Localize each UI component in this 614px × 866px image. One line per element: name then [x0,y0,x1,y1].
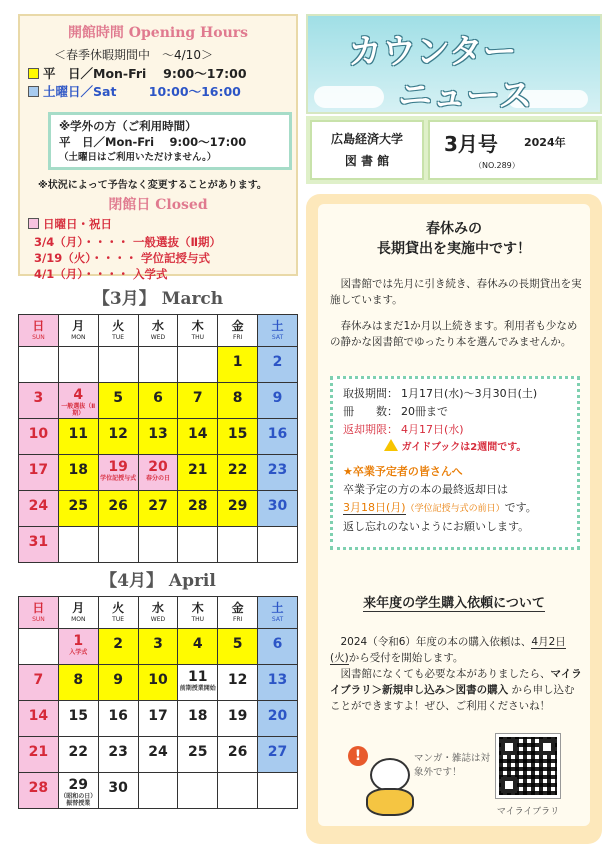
calendar-day [58,491,98,527]
purchase-how-to [330,666,582,714]
day-number [19,347,58,355]
calendar-day [98,737,138,773]
day-number: 16 [108,708,128,724]
saturday-color-swatch [28,86,39,97]
day-number: 24 [148,744,168,760]
day-number: 30 [108,780,128,796]
news-heading-1: 春休みの [426,221,482,237]
closed-title: 閉館日 Closed [108,197,208,213]
april-grid [18,596,298,809]
weekday-abbr: THU [191,616,205,623]
calendar-day [178,347,218,383]
calendar-day [178,383,218,419]
weekday-hours [28,64,247,82]
calendar-day [218,419,258,455]
day-number: 29 （昭和の日）振替授業 [60,777,97,807]
weekday-abbr: MON [71,334,86,341]
calendar-day [138,737,178,773]
day-event: 入学式 [69,649,88,656]
mascot-illustration [344,744,424,820]
day-number: 11 [68,426,88,442]
external-title: ※学外の方（ご利用時間） [59,119,197,133]
day-number [139,527,178,535]
external-time: 平 日／Mon-Fri 9:00〜17:00 [59,135,247,149]
day-number: 3 [33,390,44,406]
april-title: 【4月】 April [100,571,216,591]
closed-label [28,216,112,232]
calendar-day [178,455,218,491]
news-paragraph: 春休みはまだ1か月以上続きます。利用者も少なめの静かな図書館でゆったり本を選んでみませんか。 [330,320,578,348]
weekday-header [138,597,178,629]
calendar-day [218,629,258,665]
guide-note [343,439,567,457]
calendar-day [98,419,138,455]
calendar-day [98,773,138,809]
day-number: 2 [113,636,123,652]
day-number: 7 [33,672,44,688]
calendar-day [258,347,298,383]
calendar-day [218,527,258,563]
calendar-day [218,773,258,809]
day-number: 2 [272,354,283,370]
day-number: 27 [148,498,168,514]
day-number: 15 [227,426,248,442]
issue-box [428,120,598,180]
day-number: 23 [267,462,288,478]
closed-color-swatch [28,218,39,229]
weekday-name: 水 [151,601,164,615]
calendar-day [58,419,98,455]
calendar-day [19,773,59,809]
news-heading-2: 長期貸出を実施中です！ [377,241,531,257]
calendar-day [258,455,298,491]
day-number: 17 [28,462,49,478]
weekday-header [178,315,218,347]
calendar-day [258,419,298,455]
day-number: 8 [73,672,84,688]
graduates-date: 3月18日(月) [343,501,406,514]
weekday-hours-text: 平 日／Mon-Fri 9:00〜17:00 [43,66,247,81]
day-number [258,527,297,535]
calendar-day [258,527,298,563]
day-number: 24 [28,498,49,514]
loan-count-label: 冊 数： [343,405,398,418]
day-number [178,527,217,535]
day-event: 前期授業開始 [179,685,216,692]
day-number: 26 [108,498,128,514]
day-number: 19 学位記授与式 [100,459,137,482]
calendar-day [138,455,178,491]
day-number: 11 前期授業開始 [179,669,216,692]
closed-item: 3/19（火）・・・・ 学位記授与式 [34,251,210,265]
calendar-day [138,383,178,419]
graduates-text-end: です。 [504,501,537,514]
calendar-day [178,665,218,701]
weekday-name: 木 [191,601,204,615]
day-event: 学位記授与式 [100,475,137,482]
qr-corner [501,777,517,793]
march-grid [18,314,298,563]
day-number: 30 [267,498,288,514]
calendar-week [19,665,298,701]
day-number: 5 [232,636,243,652]
calendar-day [19,629,59,665]
guide-note-text: ガイドブックは2週間です。 [401,442,527,453]
day-number: 18 [68,462,88,478]
day-number: 27 [267,744,288,760]
university-name: 広島経済大学 [330,132,403,146]
calendar-day [138,773,178,809]
purchase-how-text-end: から申し込むことができますよ！ぜひ、ご利用くださいね！ [330,684,575,712]
day-number: 6 [153,390,163,406]
purchase-request-heading-text: 来年度の学生購入依頼について [363,596,545,611]
weekday-name: 月 [72,319,85,333]
due-date-value: 4月17日(水) [401,423,464,436]
day-number: 4 [192,636,203,652]
news-paragraph: 図書館では先月に引き続き、春休みの長期貸出を実施しています。 [330,278,582,306]
calendar-day [178,701,218,737]
day-number [139,773,178,781]
day-number: 14 [188,426,208,442]
opening-hours-panel [18,14,298,281]
day-number: 9 [272,390,283,406]
weekday-name: 土 [271,319,284,333]
calendar-day [98,383,138,419]
closed-item: 3/4（月）・・・・ 一般選抜（Ⅱ期） [34,235,222,249]
calendar-day [19,737,59,773]
calendar-day [218,665,258,701]
weekday-header [178,597,218,629]
weekday-header [218,597,258,629]
loan-details-box [330,376,580,550]
calendar-day [98,527,138,563]
weekday-name: 木 [191,319,204,333]
loan-count-value: 20冊まで [401,405,448,418]
library-name-box [310,120,424,180]
calendar-day [178,491,218,527]
loan-count-row [343,403,567,421]
calendar-day [138,665,178,701]
weekday-header [138,315,178,347]
day-number [139,347,178,355]
day-number: 31 [28,534,49,550]
day-number [59,347,98,355]
calendar-day [178,773,218,809]
header-info [306,116,602,184]
calendar-day [138,629,178,665]
day-number: 4 一般選抜（Ⅱ期） [59,383,98,417]
day-number: 25 [68,498,88,514]
weekday-header [218,315,258,347]
calendar-day [98,491,138,527]
calendar-day [58,527,98,563]
day-event: 一般選抜（Ⅱ期） [61,403,96,417]
calendar-day [58,665,98,701]
weekday-abbr: SUN [32,616,45,623]
day-number: 1 [232,354,243,370]
weekday-name: 月 [72,601,85,615]
weekday-abbr: MON [71,616,86,623]
warning-icon [384,439,398,451]
newsletter-title-line2: ニュース [398,76,533,116]
day-number: 14 [28,708,49,724]
calendar-day [138,491,178,527]
newsletter-title-line1: カウンター [348,32,517,72]
day-number: 26 [227,744,248,760]
graduates-date-row [343,499,567,518]
weekday-abbr: SAT [271,616,284,623]
issue-year: 2024年 [524,136,566,149]
calendar-day [178,629,218,665]
newsletter-banner [306,14,602,114]
weekday-header [58,315,98,347]
calendar-week [19,455,298,491]
external-users-box [48,112,292,170]
calendar-day [178,419,218,455]
opening-hours-title: 開館時間 Opening Hours [67,25,249,41]
qr-label: マイライブラリ [496,807,560,817]
calendar-day [19,419,59,455]
day-number: 13 [267,672,288,688]
day-number: 22 [227,462,248,478]
day-number: 17 [148,708,168,724]
calendar-day [258,491,298,527]
day-number [218,773,257,781]
calendar-week [19,527,298,563]
day-number [258,773,297,781]
purchase-text-end: から受付を開始します。 [348,652,464,664]
calendar-week [19,701,298,737]
april-calendar [18,566,298,809]
weekday-abbr: FRI [232,616,243,623]
day-number: 19 [227,708,248,724]
day-event: （昭和の日）振替授業 [60,793,97,807]
calendar-day [178,737,218,773]
weekday-abbr: THU [191,334,205,341]
weekday-name: 日 [32,601,45,615]
calendar-day [138,347,178,383]
calendar-week [19,347,298,383]
calendar-day [19,491,59,527]
day-number: 21 [28,744,49,760]
weekday-name: 火 [112,319,125,333]
day-number: 5 [113,390,123,406]
calendar-day [98,701,138,737]
day-number [218,527,257,535]
weekday-abbr: TUE [112,334,125,341]
calendar-day [138,527,178,563]
day-number: 10 [148,672,168,688]
day-number: 20 春分の日 [139,455,178,482]
calendar-day [98,455,138,491]
calendar-day [19,527,59,563]
weekday-header [58,597,98,629]
march-calendar [18,284,298,563]
day-number [99,347,138,355]
calendar-day [138,419,178,455]
day-number: 28 [188,498,208,514]
weekday-header [98,315,138,347]
calendar-day [19,383,59,419]
weekday-header [258,597,298,629]
weekday-abbr: TUE [112,616,125,623]
day-number: 22 [68,744,88,760]
day-number [59,527,98,535]
weekday-abbr: WED [150,334,166,341]
calendar-day [58,347,98,383]
day-number: 21 [188,462,208,478]
day-number: 3 [153,636,163,652]
day-number: 10 [28,426,49,442]
news-content [318,204,590,826]
purchase-start-date: 4月2日(火) [330,636,566,664]
day-number: 12 [227,672,248,688]
weekday-header [19,597,59,629]
day-event: 春分の日 [145,475,170,482]
loan-period-value: 1月17日(水)〜3月30日(土) [401,387,538,400]
calendar-day [58,629,98,665]
calendar-day [218,455,258,491]
purchase-request-heading [318,592,590,611]
calendar-day [218,347,258,383]
calendar-day [58,773,98,809]
weekday-name: 金 [231,319,244,333]
change-notice: ※状況によって予告なく変更することがあります。 [38,180,267,191]
weekday-abbr: WED [150,616,166,623]
mylibrary-path: マイライブラリ＞新規申し込み＞図書の購入 [330,668,582,696]
weekday-name: 日 [32,319,45,333]
calendar-week [19,383,298,419]
closed-label-text: 日曜日・祝日 [43,217,112,231]
purchase-text: 2024（令和6）年度の本の購入依頼は、 [340,636,532,648]
day-number [99,527,138,535]
calendar-day [138,701,178,737]
saturday-hours [28,82,241,100]
cloud-decoration [314,86,384,108]
issue-month: 3月号 [444,132,498,156]
graduates-date-note: （学位記授与式の前日） [405,504,505,514]
calendar-day [218,701,258,737]
calendar-day [98,665,138,701]
day-number: 25 [188,744,208,760]
day-number: 28 [28,780,49,796]
calendar-day [58,701,98,737]
due-date-label: 返却期限： [343,423,398,436]
qr-corner [501,739,517,755]
day-number: 9 [113,672,123,688]
saturday-label: 土曜日／Sat [43,84,117,99]
news-panel [306,194,602,844]
calendar-day [19,665,59,701]
calendar-day [58,383,98,419]
weekday-name: 土 [271,601,284,615]
calendar-day [98,629,138,665]
calendar-day [19,455,59,491]
weekday-header [98,597,138,629]
weekday-name: 水 [151,319,164,333]
calendar-day [218,737,258,773]
calendar-day [98,347,138,383]
exclamation-icon: ! [348,746,368,766]
issue-number: （NO.289） [474,161,520,170]
weekday-header [258,315,298,347]
day-number: 12 [108,426,128,442]
purchase-paragraph [330,634,582,666]
graduates-text: 卒業予定の方の本の最終返却日は [343,483,508,496]
day-number: 1 入学式 [59,629,98,656]
weekday-name: 金 [231,601,244,615]
weekday-header [19,315,59,347]
day-number [178,347,217,355]
day-number: 16 [267,426,288,442]
day-number [19,629,58,637]
day-number: 7 [192,390,203,406]
calendar-week [19,629,298,665]
calendar-day [58,737,98,773]
calendar-day [218,383,258,419]
calendar-day [19,347,59,383]
calendar-day [178,527,218,563]
calendar-week [19,491,298,527]
speech-bubble: マンガ・雑誌は対象外です！ [414,753,491,778]
loan-period-row [343,385,567,403]
day-number [178,773,217,781]
qr-corner [539,739,555,755]
calendar-week [19,773,298,809]
calendar-day [258,665,298,701]
calendar-week [19,419,298,455]
weekday-abbr: SAT [271,334,284,341]
saturday-time: 10:00〜16:00 [148,84,241,99]
weekday-name: 火 [112,601,125,615]
library-name: 図 書 館 [344,154,390,168]
mascot-body [366,788,414,816]
day-number: 18 [188,708,208,724]
calendar-day [258,701,298,737]
day-number: 15 [68,708,88,724]
calendar-day [258,737,298,773]
calendar-day [258,383,298,419]
day-number: 8 [232,390,243,406]
mascot-head [370,758,410,792]
calendar-day [58,455,98,491]
calendar-day [218,491,258,527]
vacation-period: ＜春季休暇期間中 〜4/10＞ [54,48,213,62]
purchase-how-text: 図書館になくても必要な本がありましたら、 [340,668,551,680]
graduates-title: ★卒業予定者の皆さんへ [343,465,463,478]
closed-item: 4/1（月）・・・・ 入学式 [34,267,168,281]
weekday-color-swatch [28,68,39,79]
day-number: 29 [227,498,248,514]
day-number: 23 [108,744,128,760]
day-number: 20 [267,708,288,724]
weekday-abbr: FRI [232,334,243,341]
day-number: 6 [272,636,283,652]
march-title: 【3月】 March [92,289,224,309]
weekday-abbr: SUN [32,334,45,341]
graduates-reminder: 返し忘れのないようにお願いします。 [343,520,530,533]
loan-period-label: 取扱期間： [343,387,398,400]
calendar-day [258,773,298,809]
calendar-day [19,701,59,737]
qr-code[interactable] [496,734,560,798]
calendar-week [19,737,298,773]
day-number: 13 [148,426,168,442]
external-note: （土曜日はご利用いただけません。） [59,152,217,163]
calendar-day [258,629,298,665]
due-date-row [343,421,567,439]
